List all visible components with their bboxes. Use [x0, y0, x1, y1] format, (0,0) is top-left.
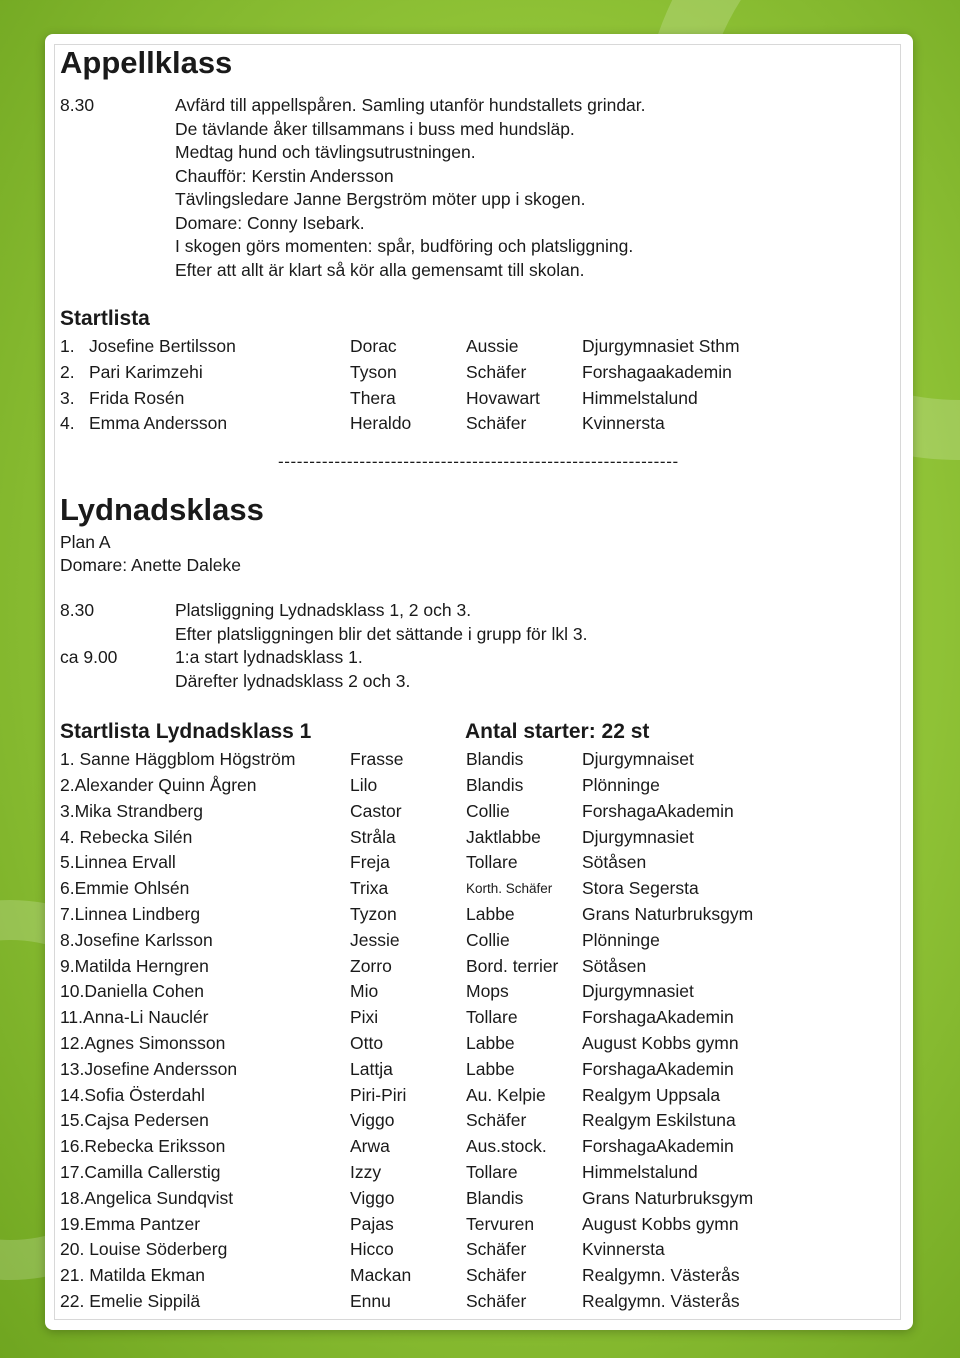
lydnadsklass-startlist-header	[60, 717, 900, 747]
participant-name: 21. Matilda Ekman	[60, 1265, 205, 1286]
participant-name: 8.Josefine Karlsson	[60, 929, 213, 950]
participant-name: 2.Alexander Quinn Ågren	[60, 774, 257, 795]
dog-name: Tyzon	[350, 903, 397, 924]
schedule-row	[60, 623, 900, 647]
dog-breed: Tollare	[466, 852, 518, 873]
table-row	[60, 979, 900, 1005]
table-row	[60, 1083, 900, 1109]
participant-name: 3.Mika Strandberg	[60, 800, 203, 821]
dog-name: Ennu	[350, 1290, 391, 1311]
dog-breed: Tervuren	[466, 1213, 535, 1234]
schedule-text: Chaufför: Kerstin Andersson	[175, 165, 394, 186]
appellklass-schedule	[60, 94, 900, 282]
schedule-text: Platsliggning Lydnadsklass 1, 2 och 3.	[175, 600, 472, 621]
participant-number: 2.	[60, 361, 75, 382]
school-name: Kvinnersta	[582, 413, 665, 434]
school-name: Kvinnersta	[582, 1239, 665, 1260]
participant-name: 14.Sofia Österdahl	[60, 1084, 205, 1105]
school-name: Forshagaakademin	[582, 361, 732, 382]
dog-name: Mio	[350, 981, 379, 1002]
schedule-time	[60, 118, 175, 142]
schedule-time: ca 9.00	[60, 647, 118, 668]
participant-cell	[60, 334, 350, 360]
table-row	[60, 954, 900, 980]
lydnadsklass-startlist-title: Startlista Lydnadsklass 1	[60, 720, 312, 744]
table-row	[60, 334, 900, 360]
dog-breed: Schäfer	[466, 1290, 527, 1311]
schedule-text: Avfärd till appellspåren. Samling utanför hundstallets grindar.	[175, 95, 646, 115]
lydnadsklass-schedule	[60, 599, 900, 693]
school-name: ForshagaAkademin	[582, 1136, 734, 1157]
table-row	[60, 902, 900, 928]
table-row	[60, 1057, 900, 1083]
dog-breed: Jaktlabbe	[466, 826, 541, 847]
dog-breed: Mops	[466, 981, 509, 1002]
schedule-row	[60, 141, 900, 165]
table-row	[60, 386, 900, 412]
schedule-time: 8.30	[60, 95, 95, 115]
table-row	[60, 825, 900, 851]
participant-cell	[60, 386, 350, 412]
section-divider: ----------------------------------------------------------------	[278, 452, 679, 472]
schedule-time	[60, 259, 175, 283]
dog-name: Viggo	[350, 1110, 395, 1131]
lydnadsklass-judge: Domare: Anette Daleke	[60, 555, 241, 576]
school-name: Plönninge	[582, 929, 660, 950]
starts-count: Antal starter: 22 st	[465, 720, 650, 744]
dog-breed: Au. Kelpie	[466, 1084, 546, 1105]
schedule-time	[60, 623, 175, 647]
school-name: Djurgymnasiet Sthm	[582, 336, 740, 356]
dog-name: Piri-Piri	[350, 1084, 407, 1105]
school-name: Djurgymnaiset	[582, 749, 694, 770]
school-name: Djurgymnasiet	[582, 826, 694, 847]
lydnadsklass-title: Lydnadsklass	[60, 492, 264, 528]
participant-name: 5.Linnea Ervall	[60, 852, 176, 873]
schedule-time	[60, 165, 175, 189]
dog-breed: Schäfer	[466, 361, 527, 382]
appellklass-startlist	[60, 334, 900, 437]
schedule-text: Efter att allt är klart så kör alla gemensamt till skolan.	[175, 259, 585, 280]
table-row	[60, 773, 900, 799]
school-name: Grans Naturbruksgym	[582, 903, 754, 924]
dog-name: Hicco	[350, 1239, 394, 1260]
table-row	[60, 928, 900, 954]
participant-cell	[60, 411, 350, 437]
schedule-text: Tävlingsledare Janne Bergström möter upp i skogen.	[175, 189, 586, 209]
school-name: Plönninge	[582, 774, 660, 795]
schedule-row	[60, 165, 900, 189]
dog-breed: Schäfer	[466, 1239, 527, 1260]
schedule-row	[60, 235, 900, 259]
table-row	[60, 1289, 900, 1315]
school-name: Realgymn. Västerås	[582, 1290, 740, 1311]
school-name: August Kobbs gymn	[582, 1032, 739, 1053]
dog-breed: Schäfer	[466, 1110, 527, 1131]
school-name: Realgym Eskilstuna	[582, 1110, 736, 1131]
school-name: Himmelstalund	[582, 387, 698, 408]
schedule-time: 8.30	[60, 600, 95, 621]
school-name: August Kobbs gymn	[582, 1213, 739, 1234]
school-name: Sötåsen	[582, 955, 647, 976]
participant-name: 15.Cajsa Pedersen	[60, 1110, 209, 1131]
participant-cell	[60, 360, 350, 386]
table-row	[60, 747, 900, 773]
dog-breed: Collie	[466, 929, 510, 950]
participant-name: 19.Emma Pantzer	[60, 1213, 201, 1234]
dog-breed: Bord. terrier	[466, 955, 559, 976]
dog-name: Lilo	[350, 774, 378, 795]
dog-breed: Tollare	[466, 1161, 518, 1182]
school-name: ForshagaAkademin	[582, 800, 734, 821]
dog-breed: Blandis	[466, 774, 524, 795]
dog-breed: Labbe	[466, 1032, 515, 1053]
document-page	[45, 34, 913, 1330]
dog-name: Stråla	[350, 826, 396, 847]
participant-number: 3.	[60, 387, 75, 408]
dog-name: Trixa	[350, 878, 389, 899]
table-row	[60, 1237, 900, 1263]
schedule-time	[60, 235, 175, 259]
schedule-text: Därefter lydnadsklass 2 och 3.	[175, 670, 411, 691]
participant-name: 16.Rebecka Eriksson	[60, 1136, 226, 1157]
table-row	[60, 850, 900, 876]
dog-name: Thera	[350, 387, 396, 408]
participant-number: 1.	[60, 336, 75, 356]
schedule-row	[60, 259, 900, 283]
dog-name: Freja	[350, 852, 390, 873]
school-name: Himmelstalund	[582, 1161, 698, 1182]
appellklass-startlist-title: Startlista	[60, 307, 150, 330]
schedule-row	[60, 188, 900, 212]
table-row	[60, 411, 900, 437]
schedule-time	[60, 670, 175, 694]
table-row	[60, 1134, 900, 1160]
table-row	[60, 799, 900, 825]
participant-name: Emma Andersson	[89, 413, 228, 434]
table-row	[60, 1263, 900, 1289]
schedule-time	[60, 141, 175, 165]
participant-name: 1. Sanne Häggblom Högström	[60, 749, 296, 770]
dog-name: Pixi	[350, 1007, 379, 1028]
table-row	[60, 1160, 900, 1186]
page-content	[60, 42, 900, 1315]
table-row	[60, 1186, 900, 1212]
table-row	[60, 876, 900, 902]
table-row	[60, 1031, 900, 1057]
school-name: ForshagaAkademin	[582, 1007, 734, 1028]
participant-name: 11.Anna-Li Nauclér	[60, 1007, 209, 1028]
school-name: Grans Naturbruksgym	[582, 1187, 754, 1208]
schedule-row	[60, 118, 900, 142]
school-name: Realgym Uppsala	[582, 1084, 721, 1105]
dog-name: Otto	[350, 1032, 384, 1053]
dog-breed: Collie	[466, 800, 510, 821]
table-row	[60, 360, 900, 386]
participant-name: 7.Linnea Lindberg	[60, 903, 201, 924]
participant-name: 12.Agnes Simonsson	[60, 1032, 226, 1053]
dog-name: Heraldo	[350, 413, 412, 434]
dog-name: Dorac	[350, 336, 397, 356]
dog-name: Frasse	[350, 749, 404, 770]
schedule-row	[60, 212, 900, 236]
table-row	[60, 1108, 900, 1134]
participant-name: 10.Daniella Cohen	[60, 981, 204, 1002]
schedule-time	[60, 212, 175, 236]
dog-breed: Korth. Schäfer	[466, 881, 553, 897]
school-name: ForshagaAkademin	[582, 1058, 734, 1079]
participant-name: Pari Karimzehi	[89, 361, 203, 382]
schedule-row	[60, 599, 900, 623]
schedule-row	[60, 94, 900, 118]
table-row	[60, 1005, 900, 1031]
schedule-text: Domare: Conny Isebark.	[175, 212, 365, 233]
participant-number: 4.	[60, 413, 75, 434]
lydnadsklass-startlist	[60, 747, 900, 1315]
schedule-time	[60, 188, 175, 212]
dog-breed: Schäfer	[466, 413, 527, 434]
dog-breed: Hovawart	[466, 387, 540, 408]
dog-name: Castor	[350, 800, 402, 821]
dog-breed: Schäfer	[466, 1265, 527, 1286]
dog-breed: Blandis	[466, 1187, 524, 1208]
dog-name: Viggo	[350, 1187, 395, 1208]
schedule-text: De tävlande åker tillsammans i buss med hundsläp.	[175, 118, 575, 139]
dog-breed: Aus.stock.	[466, 1136, 547, 1157]
participant-name: 13.Josefine Andersson	[60, 1058, 238, 1079]
dog-name: Pajas	[350, 1213, 394, 1234]
school-name: Djurgymnasiet	[582, 981, 694, 1002]
school-name: Sötåsen	[582, 852, 647, 873]
dog-breed: Blandis	[466, 749, 524, 770]
dog-breed: Labbe	[466, 1058, 515, 1079]
participant-name: 9.Matilda Herngren	[60, 955, 209, 976]
schedule-text: 1:a start lydnadsklass 1.	[175, 647, 363, 668]
dog-name: Zorro	[350, 955, 392, 976]
dog-name: Lattja	[350, 1058, 393, 1079]
dog-name: Izzy	[350, 1161, 382, 1182]
schedule-text: I skogen görs momenten: spår, budföring och platsliggning.	[175, 236, 634, 256]
dog-name: Arwa	[350, 1136, 390, 1157]
school-name: Stora Segersta	[582, 878, 699, 899]
dog-breed: Aussie	[466, 336, 519, 356]
participant-name: 4. Rebecka Silén	[60, 826, 193, 847]
participant-name: 6.Emmie Ohlsén	[60, 878, 190, 899]
participant-name: Frida Rosén	[89, 387, 185, 408]
dog-name: Jessie	[350, 929, 400, 950]
school-name: Realgymn. Västerås	[582, 1265, 740, 1286]
lydnadsklass-plan: Plan A	[60, 532, 111, 553]
schedule-text: Medtag hund och tävlingsutrustningen.	[175, 142, 476, 162]
schedule-row	[60, 670, 900, 694]
schedule-row	[60, 646, 900, 670]
participant-name: 22. Emelie Sippilä	[60, 1290, 201, 1311]
participant-name: 17.Camilla Callerstig	[60, 1161, 221, 1182]
table-row	[60, 1212, 900, 1238]
dog-breed: Labbe	[466, 903, 515, 924]
participant-name: 20. Louise Söderberg	[60, 1239, 228, 1260]
participant-name: 18.Angelica Sundqvist	[60, 1187, 234, 1208]
dog-breed: Tollare	[466, 1007, 518, 1028]
participant-name: Josefine Bertilsson	[89, 336, 236, 356]
dog-name: Tyson	[350, 361, 397, 382]
appellklass-title: Appellklass	[60, 45, 233, 80]
dog-name: Mackan	[350, 1265, 412, 1286]
schedule-text: Efter platsliggningen blir det sättande i grupp för lkl 3.	[175, 623, 588, 644]
